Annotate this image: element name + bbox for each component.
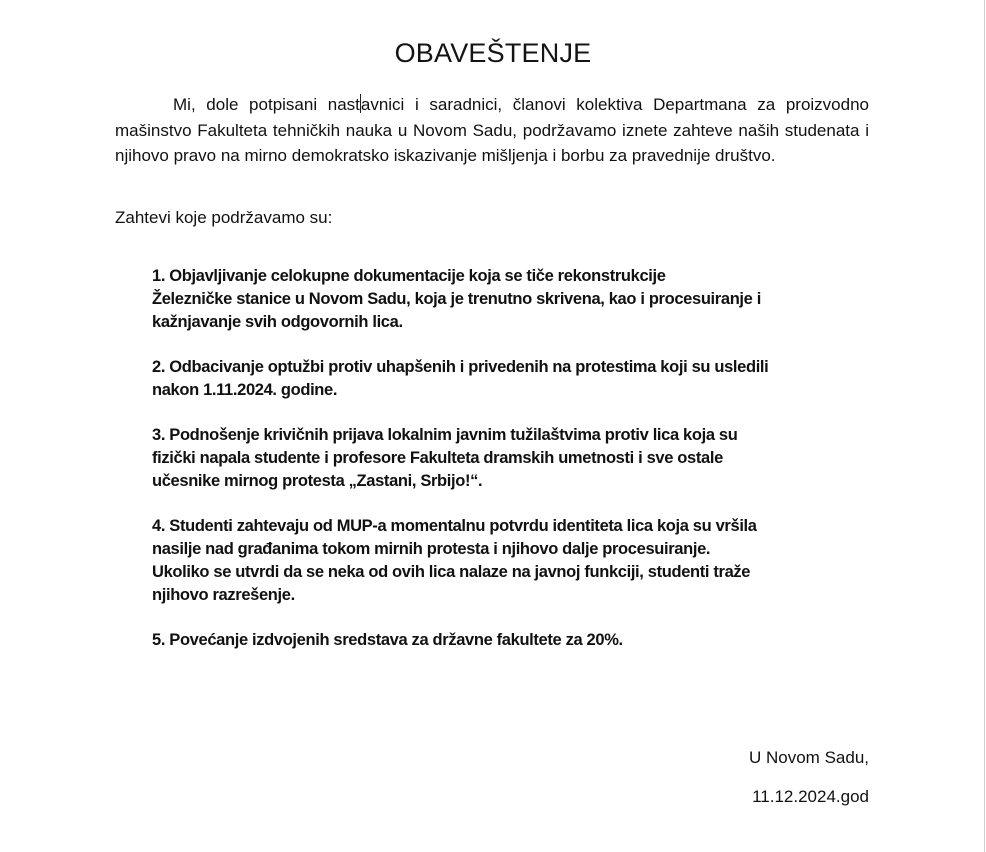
intro-text-rest: avnici i saradnici, članovi kolektiva Departmana za proizvodno mašinstvo Fakulteta tehničkih nauka u Novom Sadu, podržavamo iznete zahteve naših studenata i njihovo pravo na mirno demokratsko iskazivanje mišljenja i borbu za pravednije društvo. bbox=[115, 95, 869, 165]
demand-line: njihovo razrešenje. bbox=[152, 586, 295, 604]
demands-heading: Zahtevi koje podržavamo su: bbox=[115, 208, 333, 227]
demand-line: nasilje nad građanima tokom mirnih protesta i njihovo dalje procesuiranje. bbox=[152, 540, 711, 558]
demand-line: kažnjavanje svih odgovornih lica. bbox=[152, 313, 403, 331]
page-edge-divider bbox=[984, 0, 985, 852]
intro-text-start: Mi, dole potpisani nast bbox=[173, 95, 360, 114]
signature-place: U Novom Sadu, bbox=[749, 748, 869, 767]
demand-line: 3. Podnošenje krivičnih prijava lokalnim javnim tužilaštvima protiv lica koja su bbox=[152, 426, 738, 444]
demand-line: učesnike mirnog protesta „Zastani, Srbijo!“. bbox=[152, 472, 483, 490]
demands-list bbox=[152, 265, 852, 674]
demand-item-5 bbox=[152, 629, 852, 652]
demand-item-1 bbox=[152, 265, 852, 334]
demand-item-4 bbox=[152, 515, 852, 607]
document-title: OBAVEŠTENJE bbox=[394, 38, 592, 68]
demand-line: 1. Objavljivanje celokupne dokumentacije koja se tiče rekonstrukcije bbox=[152, 267, 666, 285]
intro-paragraph[interactable] bbox=[115, 92, 869, 169]
demand-line: nakon 1.11.2024. godine. bbox=[152, 381, 338, 399]
demand-line: Ukoliko se utvrdi da se neka od ovih lica nalaze na javnoj funkciji, studenti traže bbox=[152, 563, 751, 581]
demand-line: 2. Odbacivanje optužbi protiv uhapšenih i privedenih na protestima koji su usledili bbox=[152, 358, 769, 376]
demand-line: fizički napala studente i profesore Fakulteta dramskih umetnosti i sve ostale bbox=[152, 449, 723, 467]
signature-date: 11.12.2024.god bbox=[752, 787, 869, 806]
demand-item-3 bbox=[152, 424, 852, 493]
demand-item-2 bbox=[152, 356, 852, 402]
demand-line: 4. Studenti zahtevaju od MUP-a momentalnu potvrdu identiteta lica koja su vršila bbox=[152, 517, 757, 535]
demand-line: Železničke stanice u Novom Sadu, koja je trenutno skrivena, kao i procesuiranje i bbox=[152, 290, 761, 308]
demand-line: 5. Povećanje izdvojenih sredstava za državne fakultete za 20%. bbox=[152, 631, 623, 649]
